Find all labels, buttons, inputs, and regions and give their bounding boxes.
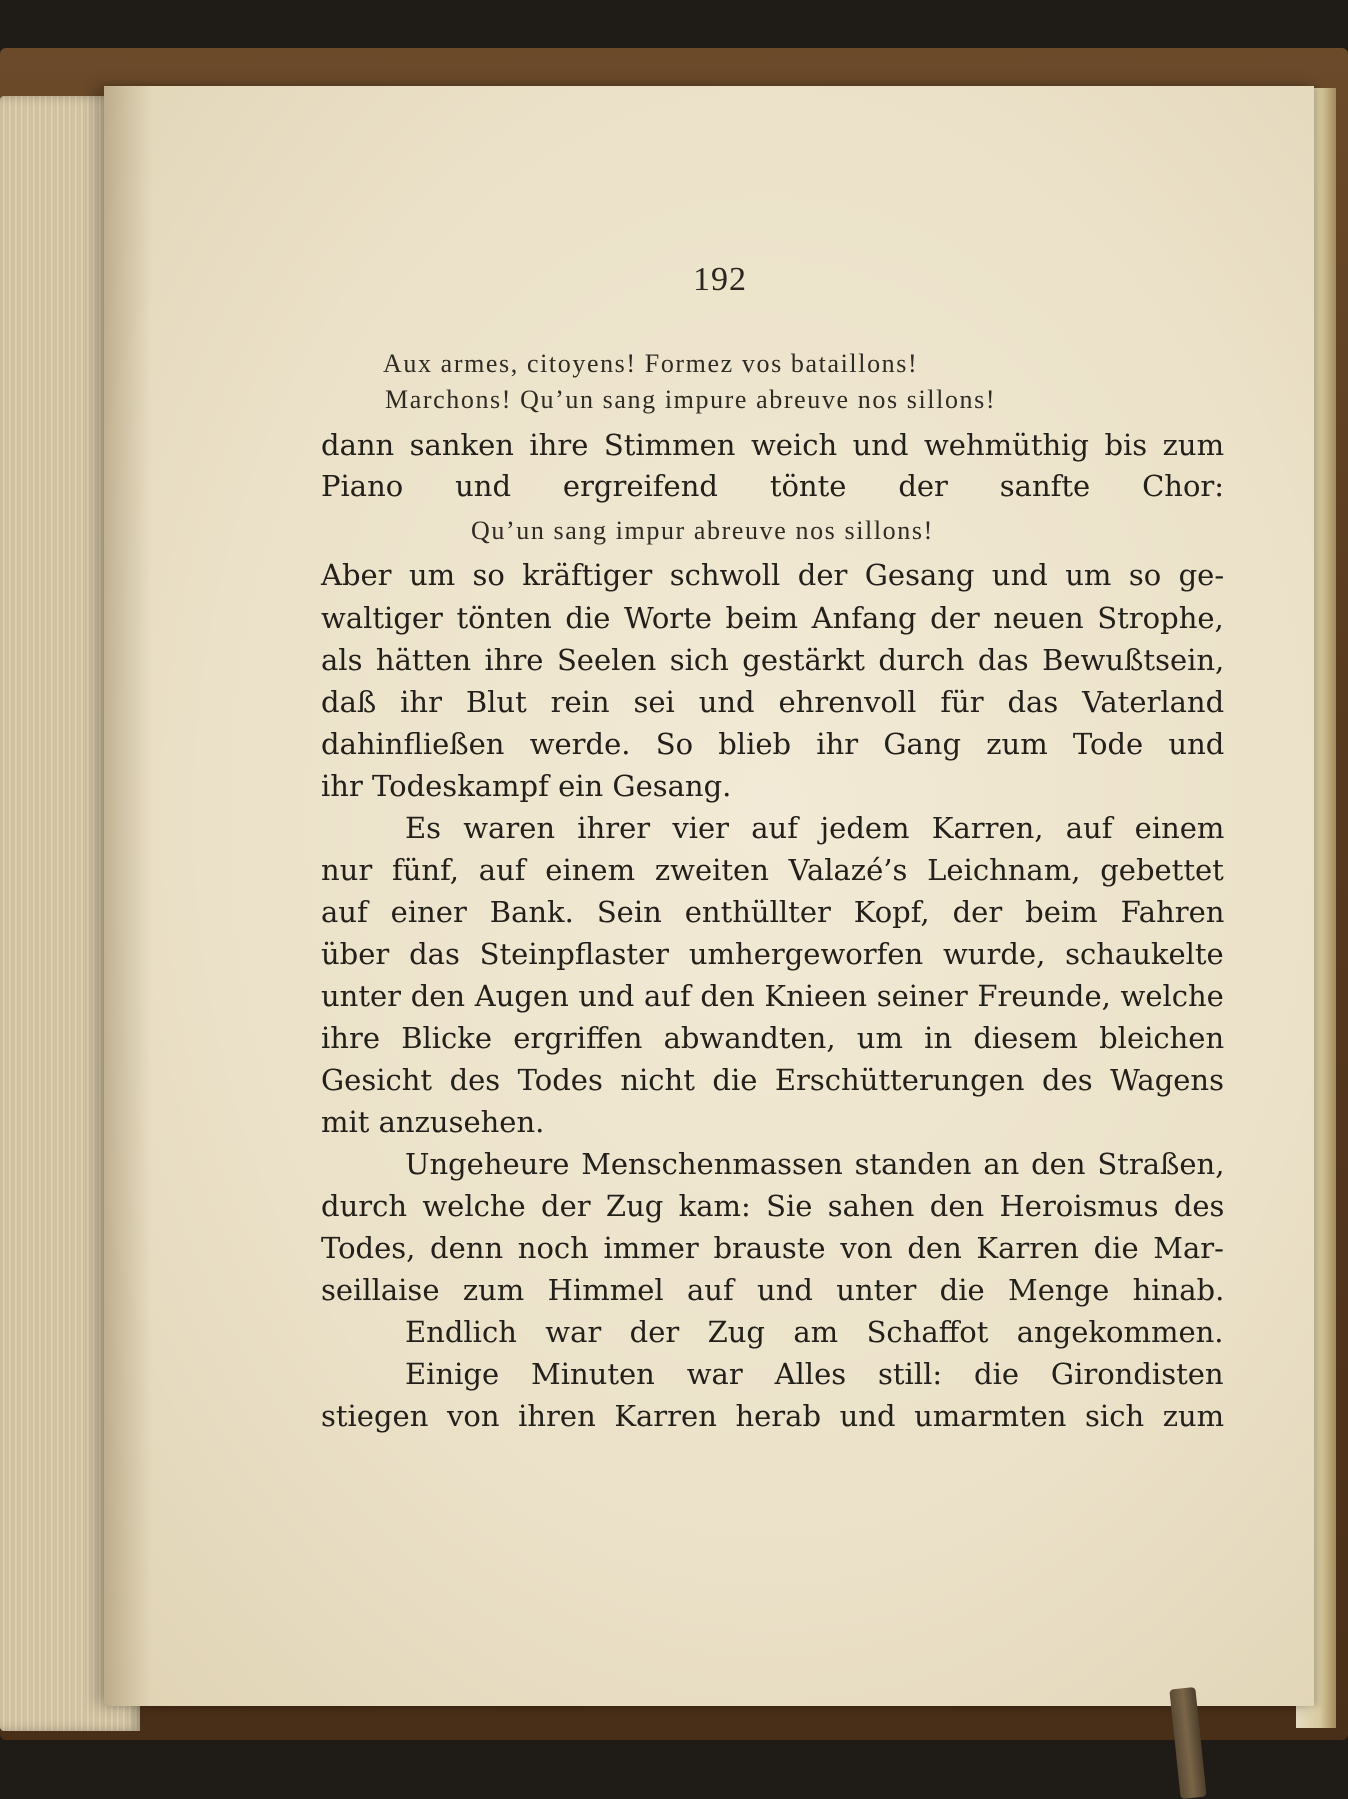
text-line: Endlich war der Zug am Schaffot angekommen. bbox=[405, 1315, 1224, 1349]
text-line: Es waren ihrer vier auf jedem Karren, auf einem bbox=[405, 811, 1225, 845]
text-line: waltiger tönten die Worte beim Anfang der neuen Strophe, bbox=[321, 601, 1224, 635]
song-refrain-line: Qu’un sang impur abreuve nos sillons! bbox=[471, 516, 934, 545]
text-line: ihr Todeskampf ein Gesang. bbox=[321, 769, 732, 803]
text-line: Gesicht des Todes nicht die Erschütterungen des Wagens bbox=[321, 1063, 1224, 1097]
text-line: Piano und ergreifend tönte der sanfte Chor: bbox=[321, 469, 1225, 503]
text-line: auf einer Bank. Sein enthüllter Kopf, der beim Fahren bbox=[321, 895, 1225, 929]
gutter-shadow bbox=[104, 86, 152, 1706]
text-line: stiegen von ihren Karren herab und umarmten sich zum bbox=[321, 1399, 1225, 1433]
text-line: dann sanken ihre Stimmen weich und wehmüthig bis zum bbox=[321, 428, 1225, 462]
song-verse-line: Marchons! Qu’un sang impure abreuve nos sillons! bbox=[385, 385, 997, 414]
text-line: Ungeheure Menschenmassen standen an den Straßen, bbox=[405, 1147, 1225, 1181]
text-line: nur fünf, auf einem zweiten Valazé’s Leichnam, gebettet bbox=[321, 853, 1224, 887]
text-line: seillaise zum Himmel auf und unter die Menge hinab. bbox=[321, 1273, 1225, 1307]
text-line: dahinfließen werde. So blieb ihr Gang zum Tode und bbox=[321, 727, 1225, 761]
text-line: über das Steinpflaster umhergeworfen wurde, schaukelte bbox=[321, 937, 1224, 971]
page-number: 192 bbox=[693, 261, 747, 298]
text-line: daß ihr Blut rein sei und ehrenvoll für das Vaterland bbox=[321, 685, 1225, 719]
text-line: unter den Augen und auf den Knieen seiner Freunde, welche bbox=[321, 979, 1224, 1013]
text-line: Einige Minuten war Alles still: die Girondisten bbox=[405, 1357, 1224, 1391]
text-line: ihre Blicke ergriffen abwandten, um in diesem bleichen bbox=[321, 1021, 1225, 1055]
text-line: durch welche der Zug kam: Sie sahen den Heroismus des bbox=[321, 1189, 1225, 1223]
text-line: Todes, denn noch immer brauste von den Karren die Mar- bbox=[321, 1231, 1224, 1265]
text-line: Aber um so kräftiger schwoll der Gesang und um so ge- bbox=[321, 558, 1225, 592]
text-line: mit anzusehen. bbox=[321, 1105, 545, 1139]
song-verse-line: Aux armes, citoyens! Formez vos bataillons! bbox=[383, 349, 919, 378]
text-line: als hätten ihre Seelen sich gestärkt durch das Bewußtsein, bbox=[321, 643, 1225, 677]
